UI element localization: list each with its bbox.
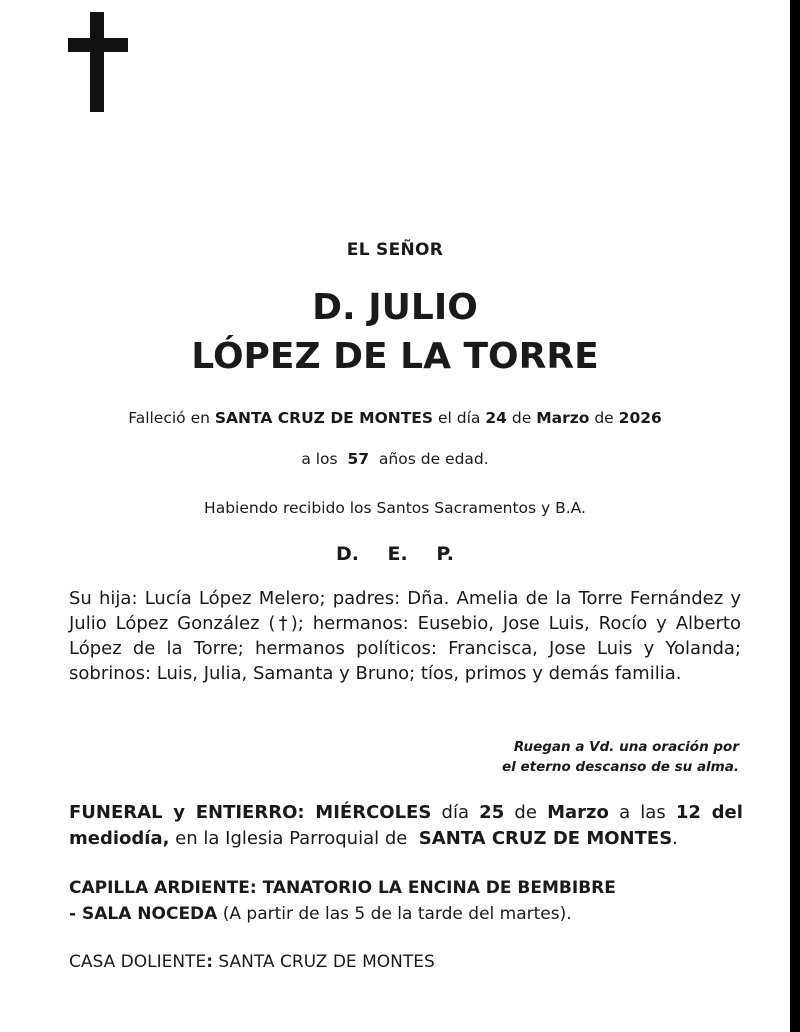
age-info: a los 57 años de edad. xyxy=(301,450,489,468)
honorific-title: EL SEÑOR xyxy=(346,240,444,260)
family-text: Su hija: Lucía López Melero; padres: Dña. Amelia de la Torre Fernández y Julio López González (†); hermanos: Eusebio, Jose Luis, Rocío y Alberto López de la Torre; hermanos políticos: Francisca, Jose Luis y Yolanda; sobrinos: Luis, Julia, Samanta y Bruno; tíos, primos y demás familia. xyxy=(69,588,741,684)
chapel-info: CAPILLA ARDIENTE: TANATORIO LA ENCINA DE BEMBIBRE - SALA NOCEDA (A partir de las 5 de la tarde del martes). xyxy=(69,878,616,924)
funeral-info: FUNERAL y ENTIERRO: MIÉRCOLES día 25 de Marzo a las 12 del mediodía, en la Iglesia Parroquial de SANTA CRUZ DE MONTES. xyxy=(69,802,743,849)
mourning-house: CASA DOLIENTE: SANTA CRUZ DE MONTES xyxy=(69,952,435,972)
death-info: Falleció en SANTA CRUZ DE MONTES el día 24 de Marzo de 2026 xyxy=(128,409,662,427)
dep-text: D. E. P. xyxy=(335,543,455,565)
cross-icon xyxy=(68,12,128,112)
deceased-name-line2: LÓPEZ DE LA TORRE xyxy=(191,336,599,377)
deceased-name-line1: D. JULIO xyxy=(312,287,478,328)
prayer-text: Ruegan a Vd. una oración por el eterno descanso de su alma. xyxy=(502,739,739,775)
sacraments-text: Habiendo recibido los Santos Sacramentos y B.A. xyxy=(204,499,586,517)
